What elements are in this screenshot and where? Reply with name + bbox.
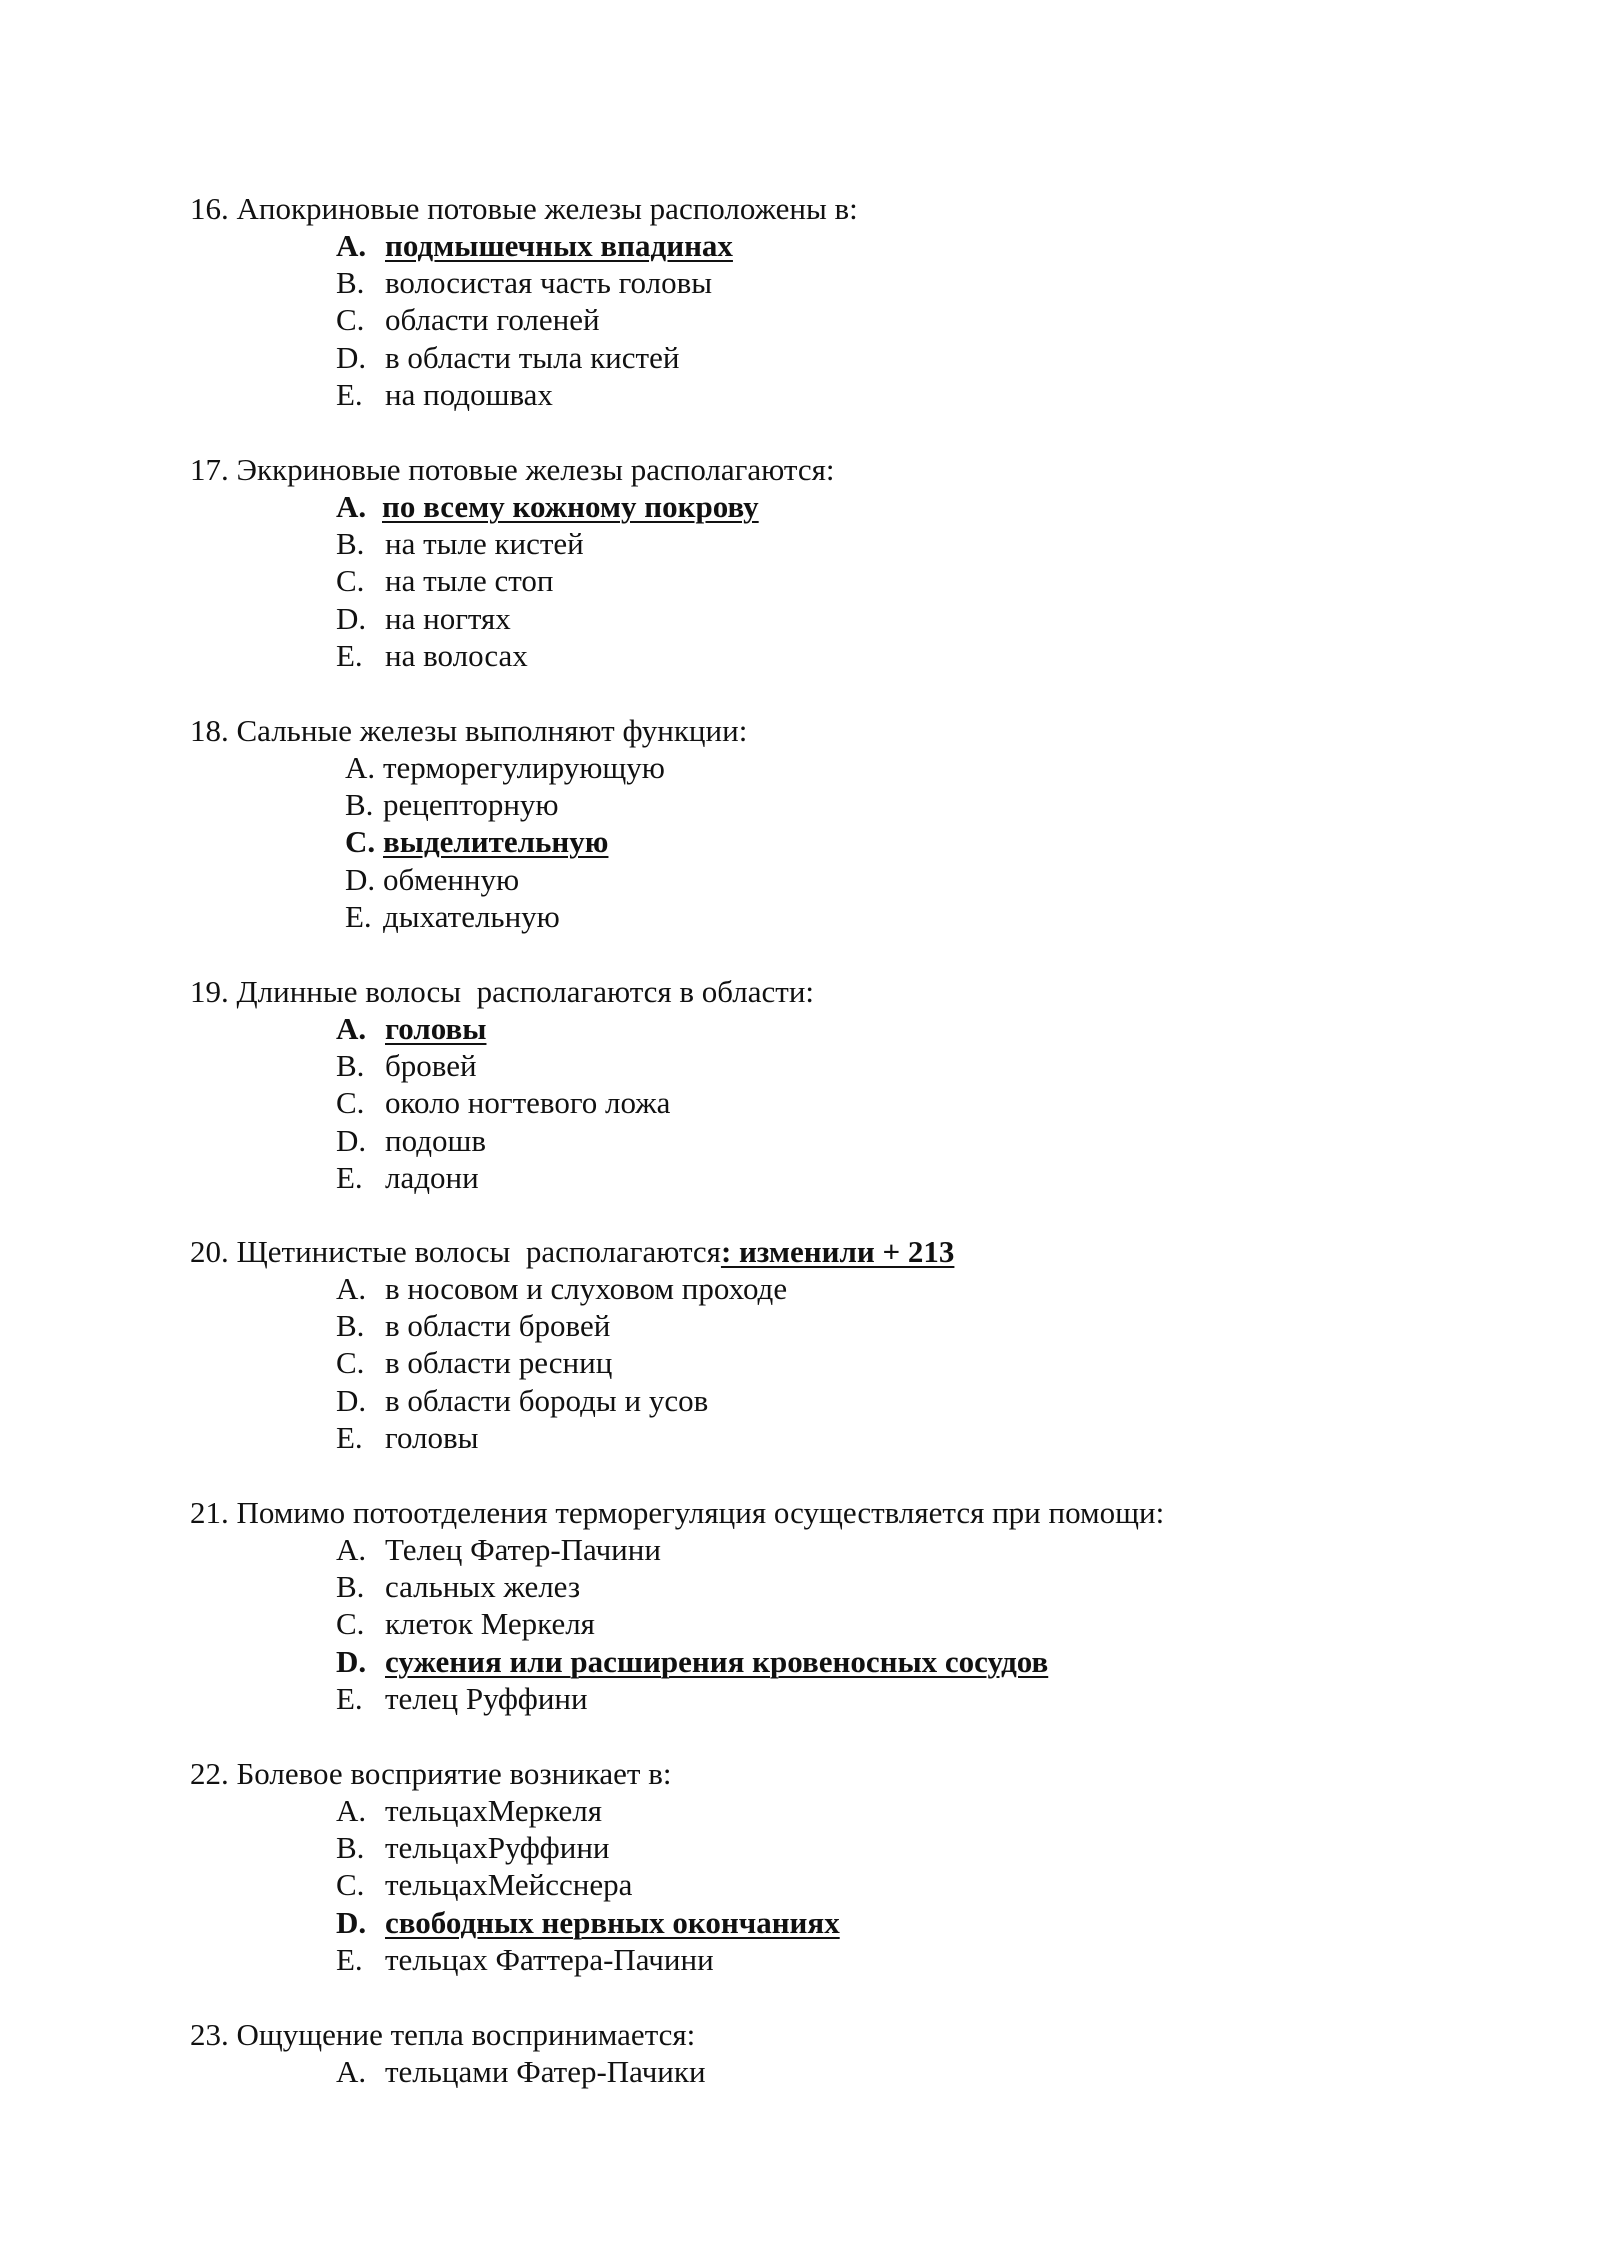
option-letter: A. (336, 1011, 367, 1046)
option-letter: D. (336, 1643, 367, 1679)
question-stem (190, 712, 1490, 749)
answer-option (190, 1680, 1490, 1717)
answer-option (190, 600, 1490, 637)
question-19 (190, 973, 1490, 1196)
answer-option (190, 562, 1490, 599)
option-letter: E. (336, 1941, 363, 1977)
question-text: Сальные железы выполняют функции: (236, 713, 748, 748)
answer-option (190, 339, 1490, 376)
option-text: терморегулирующую (383, 750, 665, 785)
option-letter: B. (336, 1569, 365, 1605)
answer-option (190, 525, 1490, 562)
answer-option (190, 1382, 1490, 1419)
question-number: 19. (190, 974, 229, 1009)
option-text: волосистая часть головы (385, 265, 713, 301)
option-letter: A. (336, 1532, 367, 1567)
option-text: по всему кожному покрову (382, 489, 759, 524)
option-text: сужения или расширения кровеносных сосудов (385, 1643, 1049, 1679)
option-text: тельцахМейсснера (385, 1867, 633, 1903)
answer-option (190, 301, 1490, 338)
answer-option (190, 898, 1490, 935)
option-letter: D. (336, 1904, 367, 1940)
question-21 (190, 1494, 1490, 1717)
option-letter: A. (336, 1271, 367, 1306)
option-text: области голеней (385, 302, 600, 338)
answer-option (190, 1047, 1490, 1084)
option-text: свободных нервных окончаниях (385, 1904, 840, 1940)
option-letter: E. (336, 1419, 363, 1455)
option-letter: E. (336, 1159, 363, 1195)
answer-option-correct (190, 227, 1490, 264)
option-letter: D. (336, 1382, 367, 1418)
answer-option (190, 1307, 1490, 1344)
option-text: ладони (385, 1159, 479, 1195)
question-stem (190, 190, 1490, 227)
option-letter: C. (336, 302, 365, 338)
option-text: Телец Фатер-Пачини (385, 1532, 661, 1567)
option-letter: A. (336, 228, 367, 263)
answer-option (190, 637, 1490, 674)
answer-option (190, 749, 1490, 786)
option-letter: C. (345, 824, 376, 860)
answer-options (190, 1270, 1490, 1456)
option-text: около ногтевого ложа (385, 1085, 671, 1121)
answer-options (190, 1531, 1490, 1717)
question-stem (190, 973, 1490, 1010)
question-18 (190, 712, 1490, 935)
option-text: выделительную (383, 824, 609, 860)
question-16 (190, 190, 1490, 413)
option-letter: B. (336, 526, 365, 562)
option-letter: B. (336, 1048, 365, 1084)
answer-options (190, 1792, 1490, 1978)
answer-option-correct (190, 1904, 1490, 1941)
option-text: подмышечных впадинах (385, 228, 733, 263)
answer-option (190, 1829, 1490, 1866)
question-text: Щетинистые волосы располагаются (236, 1234, 721, 1269)
answer-option (190, 1122, 1490, 1159)
question-17 (190, 451, 1490, 674)
answer-option (190, 1344, 1490, 1381)
answer-option (190, 1866, 1490, 1903)
option-letter: C. (336, 1345, 365, 1381)
question-number: 20. (190, 1234, 229, 1269)
question-22 (190, 1755, 1490, 1978)
answer-option (190, 376, 1490, 413)
option-text: тельцахРуффини (385, 1830, 610, 1866)
option-text: в области ресниц (385, 1345, 613, 1381)
answer-option (190, 1531, 1490, 1568)
option-text: на ногтях (385, 600, 511, 636)
question-stem (190, 1755, 1490, 1792)
option-letter: D. (336, 600, 367, 636)
answer-option (190, 1792, 1490, 1829)
answer-option-correct (190, 1643, 1490, 1680)
option-text: на подошвах (385, 376, 553, 412)
answer-option (190, 1419, 1490, 1456)
answer-option (190, 1568, 1490, 1605)
option-letter: A. (345, 750, 376, 785)
option-text: телец Руффини (385, 1680, 588, 1716)
question-stem (190, 2016, 1490, 2053)
option-text: в области бровей (385, 1308, 611, 1344)
question-stem (190, 1233, 1490, 1270)
option-text: рецепторную (383, 787, 559, 823)
answer-option (190, 264, 1490, 301)
option-text: в области тыла кистей (385, 339, 680, 375)
option-letter: B. (345, 787, 374, 823)
option-text: на тыле стоп (385, 563, 554, 599)
question-number: 22. (190, 1756, 229, 1791)
answer-option-correct (190, 1010, 1490, 1047)
answer-options (190, 1010, 1490, 1196)
option-text: бровей (385, 1048, 477, 1084)
answer-option (190, 2053, 1490, 2090)
answer-options (190, 488, 1490, 674)
option-letter: B. (336, 1830, 365, 1866)
option-text: на волосах (385, 637, 528, 673)
option-text: в области бороды и усов (385, 1382, 709, 1418)
question-stem (190, 451, 1490, 488)
option-text: тельцах Фаттера-Пачини (385, 1941, 714, 1977)
option-letter: A. (336, 489, 367, 524)
option-text: в носовом и слуховом проходе (385, 1271, 788, 1306)
question-text: Эккриновые потовые железы располагаются: (236, 452, 835, 487)
option-text: клеток Меркеля (385, 1606, 595, 1642)
question-number: 18. (190, 713, 229, 748)
question-23 (190, 2016, 1490, 2090)
answer-option (190, 1159, 1490, 1196)
question-text: Длинные волосы располагаются в области: (236, 974, 815, 1009)
option-text: на тыле кистей (385, 526, 584, 562)
option-letter: E. (336, 1680, 363, 1716)
option-letter: C. (336, 1085, 365, 1121)
answer-options (190, 2053, 1490, 2090)
question-20 (190, 1233, 1490, 1456)
answer-options (190, 227, 1490, 413)
question-text: Болевое восприятие возникает в: (236, 1756, 672, 1791)
option-text: дыхательную (383, 898, 560, 934)
option-letter: B. (336, 265, 365, 301)
option-letter: E. (336, 376, 363, 412)
option-text: головы (385, 1011, 487, 1046)
option-text: подошв (385, 1122, 486, 1158)
option-text: тельцами Фатер-Пачики (385, 2054, 706, 2089)
question-text: Помимо потоотделения терморегуляция осуществляется при помощи: (236, 1495, 1165, 1530)
option-text: головы (385, 1419, 479, 1455)
option-letter: E. (336, 637, 363, 673)
question-text: Апокриновые потовые железы расположены в: (236, 191, 858, 226)
question-number: 17. (190, 452, 229, 487)
option-letter: C. (336, 563, 365, 599)
question-number: 21. (190, 1495, 229, 1530)
option-letter: D. (336, 339, 367, 375)
answer-option (190, 786, 1490, 823)
edit-note: : изменили + 213 (720, 1234, 955, 1269)
option-text: сальных желез (385, 1569, 581, 1605)
option-letter: C. (336, 1867, 365, 1903)
option-text: обменную (383, 861, 520, 897)
option-letter: B. (336, 1308, 365, 1344)
option-text: тельцахМеркеля (385, 1793, 602, 1828)
option-letter: D. (345, 861, 376, 897)
option-letter: D. (336, 1122, 367, 1158)
question-number: 23. (190, 2017, 229, 2052)
option-letter: A. (336, 2054, 367, 2089)
answer-option (190, 1941, 1490, 1978)
answer-options (190, 749, 1490, 935)
question-text: Ощущение тепла воспринимается: (236, 2017, 696, 2052)
question-stem (190, 1494, 1490, 1531)
option-letter: E. (345, 898, 372, 934)
option-letter: A. (336, 1793, 367, 1828)
answer-option (190, 1084, 1490, 1121)
option-letter: C. (336, 1606, 365, 1642)
question-number: 16. (190, 191, 229, 226)
answer-option-correct (190, 823, 1490, 860)
answer-option (190, 861, 1490, 898)
answer-option (190, 1605, 1490, 1642)
answer-option-correct (190, 488, 1490, 525)
answer-option (190, 1270, 1490, 1307)
